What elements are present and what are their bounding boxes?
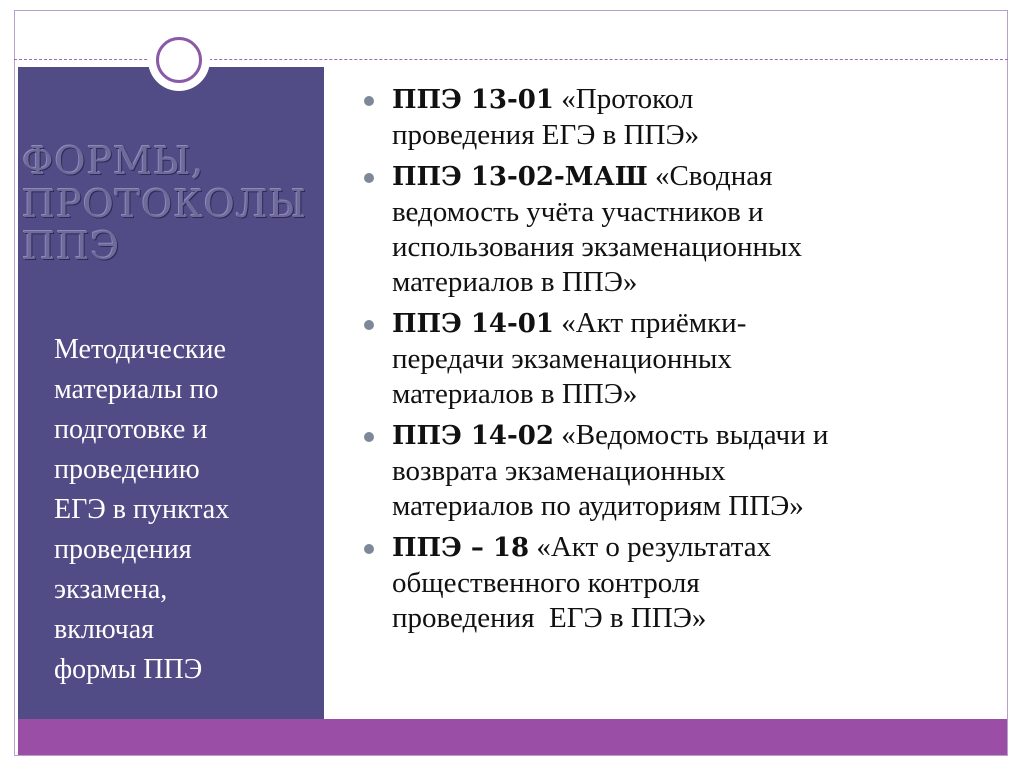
sidebar-description [54, 330, 316, 690]
form-code: ППЭ 14-01 [392, 309, 554, 339]
form-title-text: материалов в ППЭ» [392, 266, 638, 298]
form-title-text: «Акт приёмки- [554, 307, 747, 339]
slide-title-line: ППЭ [22, 224, 121, 269]
description-line: ЕГЭ в пунктах [54, 494, 230, 525]
bullet-icon [364, 173, 374, 183]
form-title-text: «Сводная [647, 160, 773, 192]
list-item-line [392, 159, 1002, 195]
list-item [362, 530, 1002, 636]
list-item-line [392, 82, 1002, 118]
description-line: экзамена, [54, 574, 168, 605]
bullet-icon [364, 96, 374, 106]
form-title-text: ведомость учёта участников и [392, 196, 764, 228]
description-line: проведению [54, 454, 200, 485]
form-title-text: «Акт о результатах [529, 531, 772, 563]
list-item [362, 418, 1002, 524]
description-line: включая [54, 614, 155, 645]
form-title-text: материалов по аудиториям ППЭ» [392, 490, 804, 522]
description-line: Методические [54, 334, 226, 365]
form-title-text: «Протокол [554, 83, 694, 115]
form-title-text: проведения ЕГЭ в ППЭ» [392, 602, 707, 634]
circle-ornament-icon [156, 37, 202, 83]
list-item [362, 159, 1002, 300]
form-title-text: «Ведомость выдачи и [554, 419, 829, 451]
list-item [362, 82, 1002, 153]
bottom-accent-bar [18, 719, 1007, 755]
list-item-line [392, 530, 1002, 566]
description-line: проведения [54, 534, 192, 565]
slide-title-line: ФОРМЫ, [22, 139, 205, 183]
form-title-text: общественного контроля [392, 567, 700, 599]
bullet-icon [364, 544, 374, 554]
bullet-icon [364, 432, 374, 442]
form-title-text: материалов в ППЭ» [392, 378, 638, 410]
form-title-text: использования экзаменационных [392, 231, 802, 263]
form-title-text: возврата экзаменационных [392, 455, 726, 487]
list-item [362, 306, 1002, 412]
list-item-line [392, 306, 1002, 342]
form-code: ППЭ – 18 [392, 533, 530, 563]
description-line: формы ППЭ [54, 654, 203, 685]
slide-title [22, 140, 322, 268]
form-title-text: проведения ЕГЭ в ППЭ» [392, 119, 700, 151]
form-code: ППЭ 13-02-МАШ [392, 162, 648, 192]
slide-title-line: ПРОТОКОЛЫ [22, 181, 308, 226]
form-title-text: передачи экзаменационных [392, 343, 732, 375]
form-code: ППЭ 13-01 [392, 85, 554, 115]
form-code: ППЭ 14-02 [392, 421, 554, 451]
description-line: материалы по [54, 374, 219, 405]
bullet-icon [364, 320, 374, 330]
list-item-line [392, 418, 1002, 454]
description-line: подготовке и [54, 414, 208, 445]
bullet-list [362, 82, 1002, 642]
